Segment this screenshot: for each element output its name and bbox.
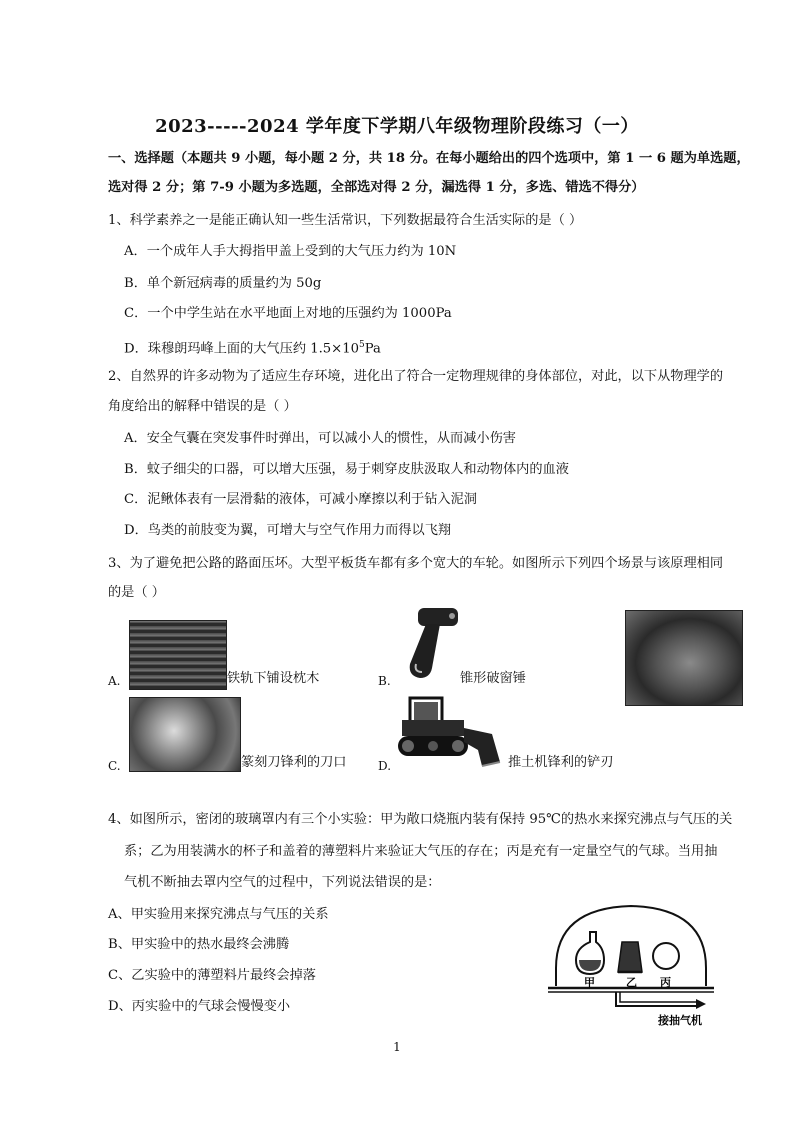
balloon-bing xyxy=(653,943,679,969)
q2-option-d: D．鸟类的前肢变为翼，可增大与空气作用力而得以飞翔 xyxy=(124,523,452,538)
q4-stem-line2: 系；乙为用装满水的杯子和盖着的薄塑料片来验证大气压的存在；丙是充有一定量空气的气球。当用抽 xyxy=(124,844,718,859)
q3-option-d-letter: D. xyxy=(378,759,392,773)
q1-option-c: C．一个中学生站在水平地面上对地的压强约为 1000Pa xyxy=(124,306,452,321)
q4-stem-line3: 气机不断抽去罩内空气的过程中，下列说法错误的是： xyxy=(124,875,441,890)
q1-option-d-unit: Pa xyxy=(364,341,381,357)
q3-option-a-label: 铁轨下铺设枕木 xyxy=(227,671,320,686)
q1-stem: 1、科学素养之一是能正确认知一些生活常识，下列数据最符合生活实际的是（ ） xyxy=(108,213,583,228)
window-breaker-hammer-image xyxy=(396,606,462,682)
q3-option-a-letter: A. xyxy=(108,674,121,688)
bell-jar-diagram xyxy=(546,898,716,1028)
pump-pipe xyxy=(616,992,696,1006)
q3-option-d-label: 推土机锋利的铲刃 xyxy=(508,755,614,770)
q1-option-d-exponent: 5 xyxy=(359,340,365,350)
label-bing: 丙 xyxy=(660,976,671,989)
q3-option-b-letter: B. xyxy=(378,674,391,688)
page-number: 1 xyxy=(393,1040,401,1054)
q4-option-c: C、乙实验中的薄塑料片最终会掉落 xyxy=(108,968,316,983)
q1-option-a: A．一个成年人手大拇指甲盖上受到的大气压力约为 10N xyxy=(124,244,457,259)
q1-option-d xyxy=(124,336,381,358)
q4-option-d: D、丙实验中的气球会慢慢变小 xyxy=(108,999,291,1014)
seal-carving-knife-photo xyxy=(129,697,241,772)
q3-option-b-label: 锥形破窗锤 xyxy=(460,671,526,686)
pump-label: 接抽气机 xyxy=(658,1014,702,1027)
q2-option-a: A．安全气囊在突发事件时弹出，可以减小人的惯性，从而减小伤害 xyxy=(124,431,516,446)
q2-option-c: C．泥鳅体表有一层滑黏的液体，可减小摩擦以利于钻入泥洞 xyxy=(124,492,477,507)
q3-option-c-letter: C. xyxy=(108,759,121,773)
q2-stem-line1: 2、自然界的许多动物为了适应生存环境，进化出了符合一定物理规律的身体部位，对此，以下从物理学的 xyxy=(108,369,724,384)
q4-option-b: B、甲实验中的热水最终会沸腾 xyxy=(108,937,290,952)
q2-stem-line2: 角度给出的解释中错误的是（ ） xyxy=(108,399,297,414)
section-instructions-line1: 一、选择题（本题共 9 小题，每小题 2 分，共 18 分。在每小题给出的四个选项中，第 1 一 6 题为单选题， xyxy=(108,151,750,166)
truck-tire-photo xyxy=(625,610,743,706)
q4-stem-line1: 4、如图所示，密闭的玻璃罩内有三个小实验：甲为敞口烧瓶内装有保持 95℃的热水来探究沸点与气压的关 xyxy=(108,812,733,827)
q2-option-b: B．蚊子细尖的口器，可以增大压强，易于刺穿皮肤汲取人和动物体内的血液 xyxy=(124,462,569,477)
cup-yi xyxy=(618,942,642,972)
section-instructions-line2: 选对得 2 分；第 7-9 小题为多选题，全部选对得 2 分，漏选得 1 分，多选、错选不得分） xyxy=(108,180,645,195)
q4-option-a: A、甲实验用来探究沸点与气压的关系 xyxy=(108,907,329,922)
q1-option-d-text: D．珠穆朗玛峰上面的大气压约 1.5×10 xyxy=(124,341,360,357)
bulldozer-image xyxy=(396,690,504,770)
arrow-right-icon xyxy=(696,999,706,1009)
label-jia: 甲 xyxy=(584,976,595,989)
railroad-ties-photo xyxy=(129,620,227,690)
q3-option-c-label: 篆刻刀锋利的刀口 xyxy=(241,755,347,770)
q3-stem-line1: 3、为了避免把公路的路面压坏。大型平板货车都有多个宽大的车轮。如图所示下列四个场景与该原理相同 xyxy=(108,556,724,571)
q1-option-b: B．单个新冠病毒的质量约为 50g xyxy=(124,276,322,291)
q3-stem-line2: 的是（ ） xyxy=(108,585,165,600)
page-title: 2023-----2024 学年度下学期八年级物理阶段练习（一） xyxy=(155,116,639,137)
label-yi: 乙 xyxy=(626,976,637,989)
